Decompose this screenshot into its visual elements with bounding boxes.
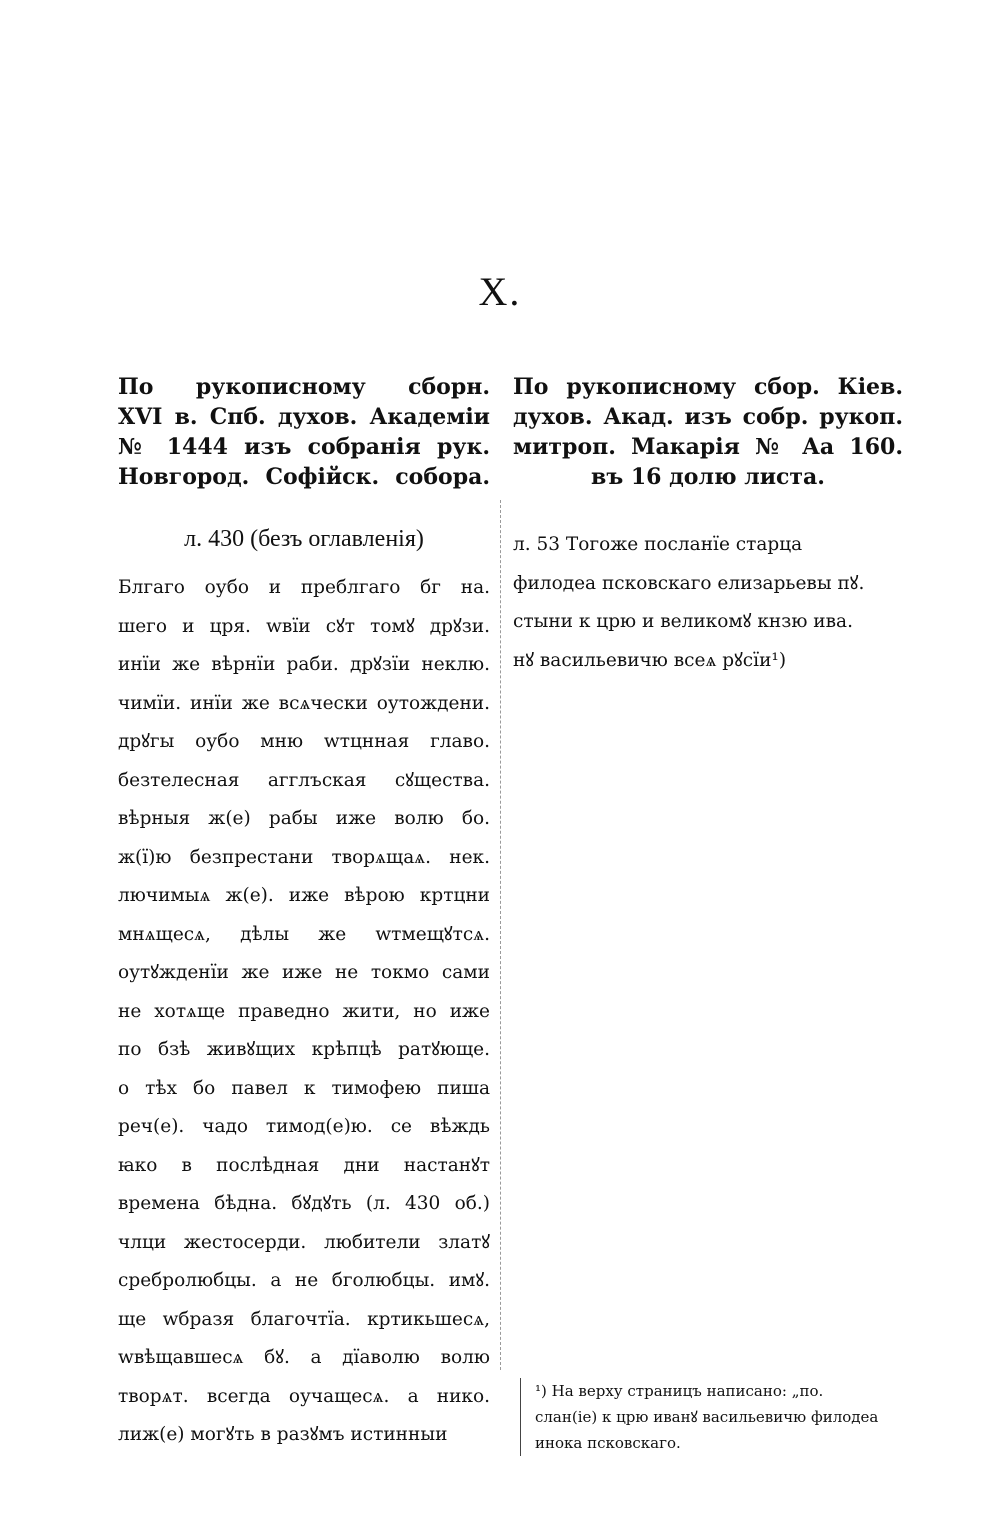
text-line: безтелесная агглъская сꙋщества. — [118, 769, 490, 791]
text-line: л. 53 Тогоже посланїе старца — [513, 534, 803, 555]
column-separator — [500, 500, 501, 1370]
heading-line: По рукописному сбор. Кіев. — [513, 374, 903, 400]
text-line: чимїи. инїи же всѧчески оутождени. — [118, 692, 490, 714]
heading-line: духов. Акад. изъ собр. рукоп. — [513, 404, 903, 430]
text-line: члци жестосерди. любители златꙋ — [118, 1231, 490, 1253]
text-line: творѧт. всегда оучащесѧ. а нико. — [118, 1385, 490, 1407]
text-line: ж(ї)ю безпрестани творѧщаѧ. нек. — [118, 846, 490, 868]
text-line: Блгаго оубо и преблгаго бг нa. — [118, 577, 490, 598]
text-line: лючимыѧ ж(е). иже вѣрою кртцни — [118, 885, 490, 906]
heading-line: въ 16 долю листа. — [591, 464, 825, 490]
page-number: X. — [478, 269, 522, 314]
text-line: не хотѧще праведно жити, но иже — [118, 1000, 490, 1022]
footnote-line: инока псковскаго. — [535, 1434, 681, 1452]
right-column — [513, 372, 903, 680]
right-source-heading — [513, 372, 903, 492]
text-line: оутꙋжденїи же иже не токмо сами — [118, 962, 490, 983]
right-folio-text — [513, 526, 903, 680]
text-line: wвѣщавшесѧ бꙋ. а дїаволю волю — [118, 1347, 490, 1368]
footnote-line: ¹) На верху страницъ написано: „по. — [535, 1382, 824, 1400]
left-column — [118, 372, 490, 1455]
text-line: ще wбразя благочтїа. кртикьшесѧ, — [118, 1308, 490, 1330]
heading-line: Новгород. Софійск. собора. — [118, 464, 490, 490]
left-folio-note: л. 430 (безъ оглавленія) — [184, 526, 424, 552]
left-body-text — [118, 569, 490, 1455]
heading-line: № 1444 изъ собранія рук. — [118, 434, 490, 460]
heading-line: XVI в. Спб. духов. Академіи — [118, 404, 490, 430]
heading-line: По рукописному сборн. — [118, 374, 490, 400]
text-line: нꙋ васильевичю всеѧ рꙋсїи¹) — [513, 649, 787, 671]
text-line: шего и цря. wвїи сꙋт томꙋ дрꙋзи. — [118, 615, 490, 637]
text-line: стыни к црю и великомꙋ кнзю ива. — [513, 611, 853, 632]
text-line: сребролюбцы. а не бголюбцы. имꙋ. — [118, 1270, 490, 1291]
footnote-line: слан(іе) к црю иванꙋ васильевичю филодеа — [535, 1408, 879, 1426]
text-line: лиж(е) могꙋть в разꙋмъ истинныи — [118, 1424, 448, 1445]
text-line: мнѧщесѧ, дѣлы же wтмещꙋтсѧ. — [118, 923, 490, 945]
footnote — [520, 1378, 925, 1456]
text-line: филодеа псковскаго елизарьевы пꙋ. — [513, 572, 865, 594]
text-line: ꙗко в послѣдная дни настанꙋт — [118, 1154, 490, 1176]
left-source-heading — [118, 372, 490, 492]
text-line: по бзѣ живꙋщих крѣпцѣ ратꙋюще. — [118, 1039, 490, 1060]
text-line: дрꙋгы оубо мню wтцнная главо. — [118, 731, 490, 752]
text-line: о тѣх бо павел к тимофею пиша — [118, 1077, 490, 1099]
heading-line: митроп. Макарія № Аа 160. — [513, 434, 903, 460]
text-line: инїи же вѣрнїи раби. дрꙋзїи неклю. — [118, 654, 490, 675]
text-line: реч(е). чадо тимод(е)ю. се вѣждь — [118, 1116, 490, 1137]
text-line: вѣрныя ж(е) рабы иже волю бо. — [118, 808, 490, 829]
text-line: времена бѣдна. бꙋдꙋть (л. 430 об.) — [118, 1193, 490, 1214]
